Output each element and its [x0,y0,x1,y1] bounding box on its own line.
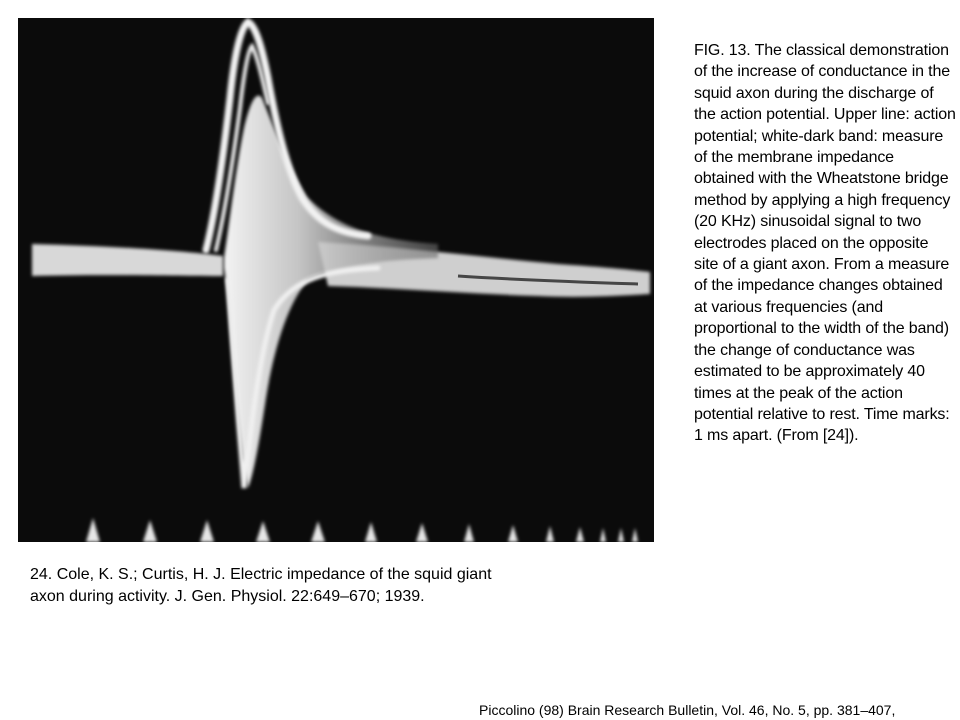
figure-caption: FIG. 13. The classical demonstration of the increase of conductance in the squid axon during the discharge of the action potential. Upper line: action potential; white-dark band: measure of the membrane impedance obtained with the Wheatstone bridge method by applying a high frequency (20 KHz) sinusoidal signal to two electrodes placed on the opposite site of a giant axon. From a measure of the impedance changes obtained at various frequencies (and proportional to the width of the band) the change of conductance was estimated to be approximately 40 times at the peak of the action potential relative to rest. Time marks: 1 ms apart. (From [24]). [694,42,956,445]
oscilloscope-figure [18,18,654,542]
reference-citation: 24. Cole, K. S.; Curtis, H. J. Electric impedance of the squid giant axon during activity. J. Gen. Physiol. 22:649–670; 1939. [30,566,492,605]
oscilloscope-trace-image [18,18,654,542]
source-footer: Piccolino (98) Brain Research Bulletin, Vol. 46, No. 5, pp. 381–407, [479,702,896,718]
